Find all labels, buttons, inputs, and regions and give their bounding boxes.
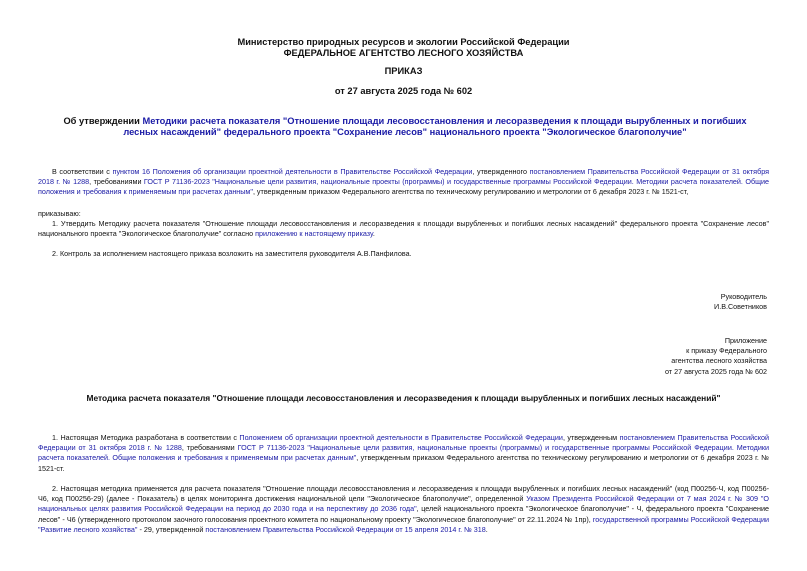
state-program-link[interactable]: государственной программы Российской Федерации "Развитие лесного хозяйства" — [38, 514, 769, 534]
signature-name: И.В.Советников — [714, 302, 767, 311]
methodology-paragraph-2 — [38, 484, 769, 535]
signature-role: Руководитель — [720, 292, 767, 301]
m1-text-2: , утвержденным — [562, 433, 620, 442]
m1-gost-link[interactable]: ГОСТ Р 71136-2023 "Национальные цели развития, национальные проекты (программы) и государственные программы Российской Федерации. Методики расчета показателей. Общие положения и требования к применяемым при расчетах данным" — [38, 443, 769, 463]
order-item-1 — [38, 219, 769, 239]
m1-text-4: , утвержденным приказом Федерального агентства по техническому регулированию и метрологии от 6 декабря 2023 г. № 1521-ст. — [38, 453, 769, 473]
gost-link[interactable]: ГОСТ Р 71136-2023 "Национальные цели развития, национальные проекты (программы) и государственные программы Российской Федерации. Методики расчета показателей. Общие положения и требования к применяемым при расчетах данным" — [38, 177, 769, 197]
methodology-title: Методика расчета показателя "Отношение площади лесовосстановления и лесоразведения к площади вырубленных и погибших лесных насаждений" — [86, 393, 721, 403]
appendix-line-3: агентства лесного хозяйства — [671, 356, 767, 366]
regulation-link[interactable]: Положением об организации проектной деятельности в Правительстве Российской Федерации — [239, 433, 563, 442]
m2-text-1: 2. Настоящая методика применяется для расчета показателя "Отношение площади лесовосстановления и лесоразведения к площади вырубленных и погибших лесных насаждений" (код П00256-Ч, код П00256-Ч6, код П00256-29) (далее - Показатель) в целях мониторинга достижения национальной цели "Экологическое благополучие", определенной — [38, 484, 769, 504]
appendix-block — [665, 336, 767, 377]
m1-resolution-1288-link[interactable]: постановлением Правительства Российской Федерации от 31 октября 2018 г. № 1288 — [38, 433, 769, 453]
title-prefix: Об утверждении — [63, 116, 143, 126]
item1-text-2: . — [372, 229, 375, 239]
methodology-link[interactable]: Методики расчета показателя "Отношение площади лесовосстановления и лесоразведения к площади вырубленных и погибших лесных насаждений" федерального проекта "Сохранение лесов" национального проекта "Экологическое благополучие" — [123, 116, 747, 137]
document-title — [60, 116, 750, 138]
item1-text-1: 1. Утвердить Методику расчета показателя "Отношение площади лесовосстановления и лесоразведения к площади вырубленных и погибших лесных насаждений" федерального проекта "Сохранение лесов" национального проекта "Экологическое благополучие" согласно — [38, 219, 769, 239]
order-word: приказываю: — [38, 209, 81, 218]
appendix-line-4: от 27 августа 2025 года № 602 — [664, 366, 767, 376]
intro-text-2: , утвержденного — [472, 167, 530, 176]
resolution-1288-link[interactable]: постановлением Правительства Российской Федерации от 31 октября 2018 г. № 1288 — [38, 167, 769, 187]
appendix-link[interactable]: приложению к настоящему приказу — [255, 229, 373, 239]
appendix-line-2: к приказу Федерального — [686, 346, 767, 356]
appendix-line-1: Приложение — [724, 336, 767, 345]
document-header — [0, 37, 807, 59]
intro-text-4: , утвержденным приказом Федерального агентства по техническому регулированию и метрологии от 6 декабря 2023 г. № 1521-ст, — [252, 187, 689, 197]
intro-text-3: , требованиями — [89, 177, 144, 187]
methodology-paragraph-1 — [38, 433, 769, 474]
intro-text-1: В соответствии с — [52, 167, 113, 176]
m1-text-1: 1. Настоящая Методика разработана в соответствии с — [52, 433, 240, 442]
order-item-2: 2. Контроль за исполнением настоящего приказа возложить на заместителя руководителя А.В.Панфилова. — [52, 249, 412, 258]
decree-309-link[interactable]: Указом Президента Российской Федерации от 7 мая 2024 г. № 309 "О национальных целях развития Российской Федерации на период до 2030 года и на перспективу до 2036 года" — [38, 494, 769, 514]
m2-text-2: , целей национального проекта "Экологическое благополучие" - Ч, федерального проекта "Сохранение лесов" - Ч6 (утвержденного протоколом заочного голосования проектного комитета по национальному проекту "Экологическое благополучие" от 22.11.2024 № 1пр), — [38, 504, 769, 524]
m2-text-4: . — [485, 524, 488, 534]
m2-text-3: - 29, утвержденной — [137, 524, 206, 534]
intro-paragraph — [38, 167, 769, 198]
clause16-link[interactable]: пунктом 16 Положения об организации проектной деятельности в Правительстве Российской Федерации — [112, 167, 473, 176]
document-date: от 27 августа 2025 года № 602 — [334, 86, 473, 96]
agency-name: ФЕДЕРАЛЬНОЕ АГЕНТСТВО ЛЕСНОГО ХОЗЯЙСТВА — [283, 48, 524, 58]
ministry-name: Министерство природных ресурсов и экологии Российской Федерации — [237, 37, 570, 47]
m1-text-3: , требованиями — [181, 443, 238, 453]
resolution-318-link[interactable]: постановлением Правительства Российской Федерации от 15 апреля 2014 г. № 318 — [205, 524, 486, 534]
document-type: ПРИКАЗ — [384, 66, 423, 76]
